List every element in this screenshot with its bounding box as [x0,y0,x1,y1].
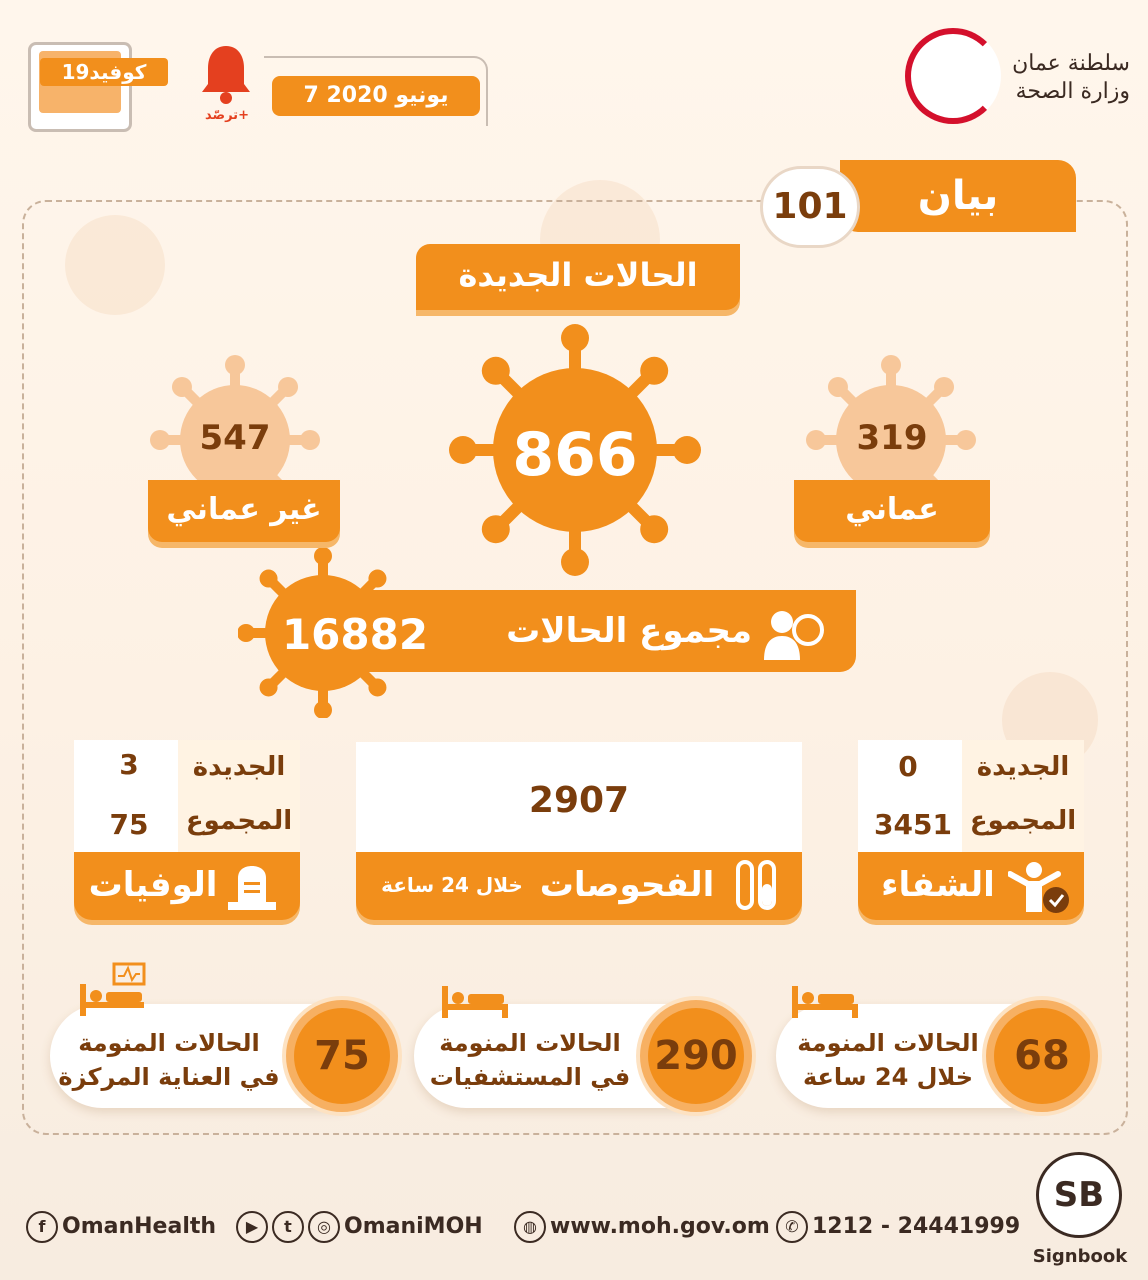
deaths-new-label: الجديدة [192,752,286,782]
tests-title: الفحوصات [539,865,715,905]
recovery-title: الشفاء [881,865,995,905]
non-omani-label: غير عماني [148,480,340,542]
recovery-new-value: 0 [898,750,918,783]
deaths-title: الوفيات [88,865,218,905]
covid-tv-icon [28,42,132,132]
statement-title: بيان [840,160,1076,232]
phone-icon: ✆ [776,1211,808,1243]
phone-number: 1212 - 24441999 [812,1214,1021,1239]
deaths-new-value: 3 [119,748,139,781]
new-cases-title: الحالات الجديدة [416,244,740,310]
twitter-icon: t [272,1211,304,1243]
signbook-name: Signbook [1032,1246,1128,1267]
covid-label: كوفيد19 [40,58,168,86]
facebook-icon: f [26,1211,58,1243]
non-omani-count: 547 [199,418,271,458]
recovery-title-bar [858,852,1084,920]
deaths-total-value: 75 [109,808,149,841]
hospitalized-icu-label [56,1026,282,1094]
website-url: www.moh.gov.om [550,1214,770,1239]
date-badge: 7 يونيو 2020 [272,76,480,116]
social-handle: OmaniMOH [344,1214,483,1239]
icu-bed-icon [78,962,148,1018]
instagram-icon: ◎ [308,1211,340,1243]
youtube-icon: ▶ [236,1211,268,1243]
signbook-logo: SB [1036,1152,1122,1238]
hospitalized-24h-line2: خلال 24 ساعة [802,1063,974,1091]
hospitalized-hospitals-value: 290 [640,1000,752,1112]
deaths-total-label: المجموع [185,806,293,836]
tests-subtitle: خلال 24 ساعة [381,873,523,897]
bell-icon [196,40,256,106]
social-links[interactable] [236,1210,483,1244]
patient-virus-icon [760,602,830,662]
website-link[interactable] [514,1210,770,1244]
recovery-new-label: الجديدة [976,752,1070,782]
facebook-handle: OmanHealth [62,1214,217,1239]
hospitalized-hospitals-line1: الحالات المنومة [439,1029,621,1057]
gravestone-icon [224,862,280,912]
statement-number: 101 [760,166,860,248]
hospitalized-24h-value: 68 [986,1000,1098,1112]
recovered-person-icon [1008,860,1074,916]
deaths-title-bar [74,852,300,920]
total-cases-label: مجموع الحالات [506,611,752,651]
ministry-name [990,50,1130,106]
phone-link[interactable] [776,1210,1020,1244]
total-cases-value: 16882 [281,610,429,659]
hospitalized-icu-value: 75 [286,1000,398,1112]
omani-label: عماني [794,480,990,542]
hospitalized-hospitals-label [420,1026,640,1094]
hospital-bed-icon [790,984,860,1020]
facebook-link[interactable] [26,1210,216,1244]
tests-title-bar [356,852,802,920]
ministry-name-line1: سلطنة عمان [1012,51,1130,76]
hospitalized-icu-line2: في العناية المركزة [58,1063,280,1091]
hospitalized-hospitals-line2: في المستشفيات [429,1063,631,1091]
globe-icon: ◍ [514,1211,546,1243]
ministry-name-line2: وزارة الصحة [1015,79,1130,104]
test-tubes-icon [732,858,782,914]
ministry-emblem-icon [905,28,1001,124]
hospitalized-icu-line1: الحالات المنومة [78,1029,260,1057]
tarassud-label: ترصّد+ [205,108,249,123]
omani-count: 319 [856,418,928,458]
hospitalized-24h-label [790,1026,986,1094]
hospitalized-24h-line1: الحالات المنومة [797,1029,979,1057]
recovery-total-value: 3451 [874,808,952,841]
recovery-total-label: المجموع [969,806,1077,836]
hospital-bed-icon [440,984,510,1020]
new-cases-total: 866 [512,420,638,490]
tests-value: 2907 [528,780,630,821]
